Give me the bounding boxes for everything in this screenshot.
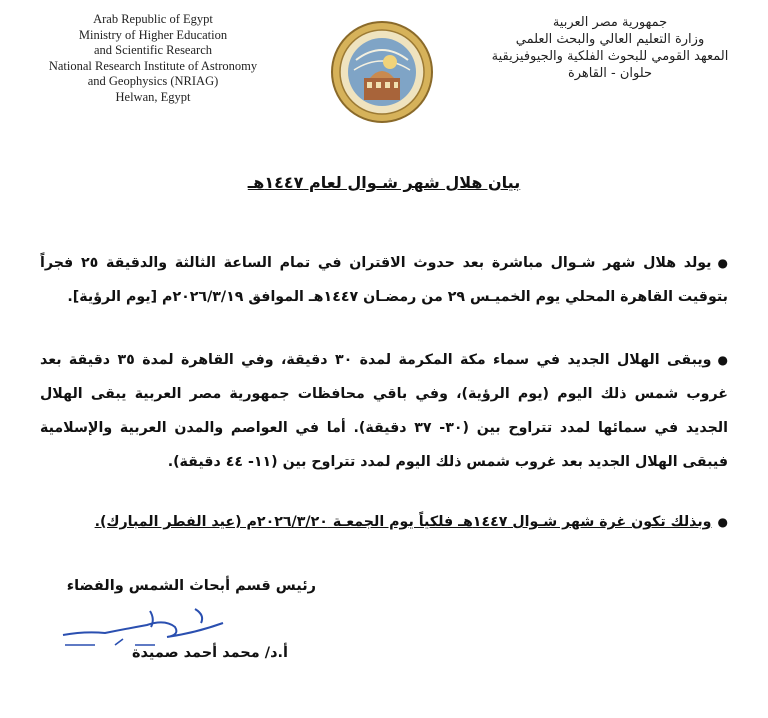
handwritten-signature xyxy=(55,605,245,650)
header-en-line: National Research Institute of Astronomy xyxy=(48,58,258,73)
bullet-icon: ● xyxy=(717,353,728,367)
bullet-icon: ● xyxy=(717,515,728,529)
nriag-seal-icon xyxy=(330,20,434,124)
header-ar-line: حلوان - القاهرة xyxy=(567,66,653,81)
signatory-title: رئيس قسم أبحاث الشمس والفضاء xyxy=(66,578,316,594)
header-en-line: and Geophysics (NRIAG) xyxy=(87,74,219,88)
paragraph-moon-duration xyxy=(40,343,728,479)
header-ar-line: جمهورية مصر العربية xyxy=(552,15,668,30)
paragraph-conjunction xyxy=(40,246,728,314)
header-arabic xyxy=(480,14,740,82)
header-en-line: Arab Republic of Egypt xyxy=(93,12,213,26)
header-en-line: Helwan, Egypt xyxy=(115,89,191,104)
header-ar-line: المعهد القومي للبحوث الفلكية والجيوفيزيقية xyxy=(491,49,729,64)
header-english xyxy=(28,12,278,105)
header-ar-line: وزارة التعليم العالي والبحث العلمي xyxy=(515,32,705,47)
bullet-icon: ● xyxy=(717,256,728,270)
paragraph-text: يولد هلال شهر شـوال مباشرة بعد حدوث الاقتران في تمام الساعة الثالثة والدقيقة ٢٥ فجراً بتوقيت القاهرة المحلي يوم الخميـس ٢٩ من رمضـان ١٤٤٧هـ الموافق ٢٠٢٦/٣/١٩م [يوم الرؤية]. xyxy=(40,255,728,305)
paragraph-text: وبذلك تكون غرة شهر شـوال ١٤٤٧هـ فلكياً يوم الجمعـة ٢٠٢٦/٣/٢٠م (عيد الفطر المبارك). xyxy=(94,514,712,530)
signatory-name: أ.د/ محمد أحمد صميدة xyxy=(132,645,288,661)
paragraph-conclusion xyxy=(40,505,728,539)
document-title: بيان هلال شهر شـوال لعام ١٤٤٧هـ xyxy=(247,173,521,192)
header-en-line: Ministry of Higher Education xyxy=(78,27,228,42)
paragraph-text: ويبقى الهلال الجديد في سماء مكة المكرمة لمدة ٣٠ دقيقة، وفي القاهرة لمدة ٣٥ دقيقة بعد غروب شمس ذلك اليوم (يوم الرؤية)، وفي باقي محافظات جمهورية مصر العربية يبقى الهلال الجديد في سمائها لمدد تتراوح بين (٣٠- ٣٧ دقيقة). أما في العواصم والمدن العربية والإسلامية فيبقى الهلال الجديد بعد غروب شمس ذلك اليوم لمدد تتراوح بين (١١- ٤٤ دقيقة). xyxy=(40,352,728,470)
header-en-line: and Scientific Research xyxy=(93,43,212,57)
